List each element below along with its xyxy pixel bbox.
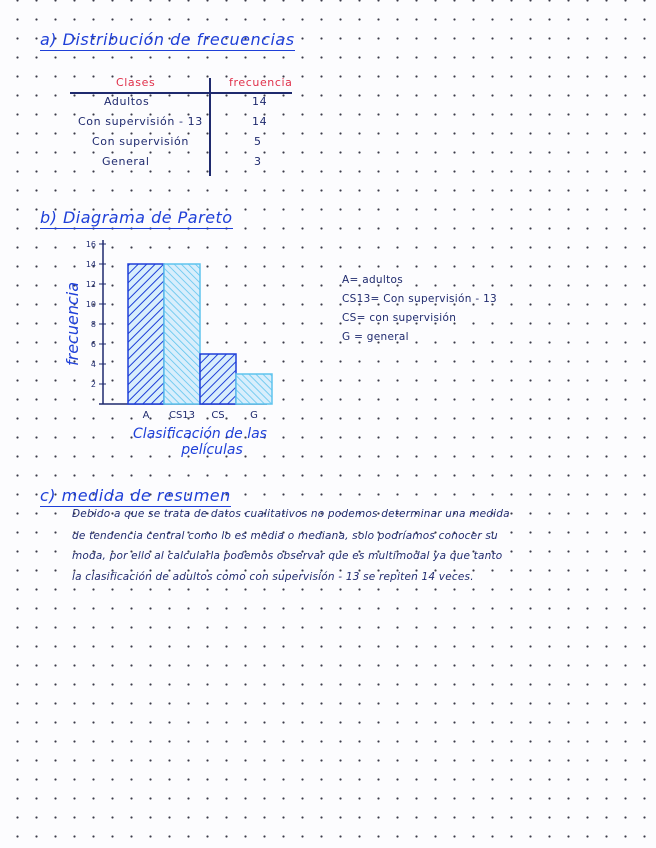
x-tick-label: CS — [211, 410, 225, 421]
summary-line: Debido a que se trata de datos cualitativos no podemos determinar una medida — [72, 508, 510, 520]
y-axis-label: frecuencia — [63, 281, 82, 367]
legend-entry: G = general — [342, 331, 409, 343]
y-tick-label: 8 — [90, 320, 96, 329]
table-row-label: Con supervisión - 13 — [78, 115, 203, 128]
table-row-freq: 14 — [252, 115, 268, 128]
section-b-title: b) Diagrama de Pareto — [40, 208, 233, 227]
legend-entry: CS= con supervisión — [342, 312, 457, 324]
table-row-freq: 5 — [254, 135, 262, 148]
x-tick-label: A — [142, 410, 150, 421]
table-row-freq: 3 — [254, 155, 262, 168]
bar — [236, 374, 272, 404]
table-header-divider — [70, 92, 292, 94]
bar — [200, 354, 236, 404]
summary-line: de tendencia central como lo es media o mediana, solo podríamos conocer su — [72, 530, 498, 542]
table-row-label: General — [102, 155, 150, 168]
legend-entry: CS13= Con supervisión - 13 — [342, 293, 498, 305]
y-tick-label: 6 — [90, 340, 96, 349]
table-header-frequency: frecuencia — [229, 76, 293, 89]
pareto-chart — [0, 232, 330, 472]
x-axis-label: películas — [181, 442, 243, 458]
table-row-label: Con supervisión — [92, 135, 189, 148]
summary-line: la clasificación de adultos como con supervisión - 13 se repiten 14 veces. — [72, 571, 474, 583]
legend-entry: A= adultos — [342, 274, 404, 286]
table-column-divider — [209, 78, 211, 176]
summary-line: moda, por ello al calcularla podemos observar que es multimodal ya que tanto — [72, 550, 503, 562]
x-axis-label: Clasificación de las — [133, 426, 267, 442]
table-row-label: Adultos — [104, 95, 150, 108]
x-tick-label: G — [250, 410, 258, 421]
y-tick-label: 2 — [90, 380, 96, 389]
y-tick-label: 14 — [85, 260, 96, 269]
y-tick-label: 12 — [85, 280, 96, 289]
x-tick-label: CS13 — [168, 410, 196, 421]
section-a-title: a) Distribución de frecuencias — [40, 30, 295, 49]
y-tick-label: 4 — [90, 360, 96, 369]
y-tick-label: 10 — [85, 300, 96, 309]
section-c-title: c) medida de resumen — [40, 486, 231, 505]
bar — [164, 264, 200, 404]
bleed-through-background — [330, 0, 656, 848]
y-tick-label: 16 — [85, 240, 96, 249]
bar — [128, 264, 164, 404]
table-header-classes: Clases — [116, 76, 156, 89]
table-row-freq: 14 — [252, 95, 268, 108]
